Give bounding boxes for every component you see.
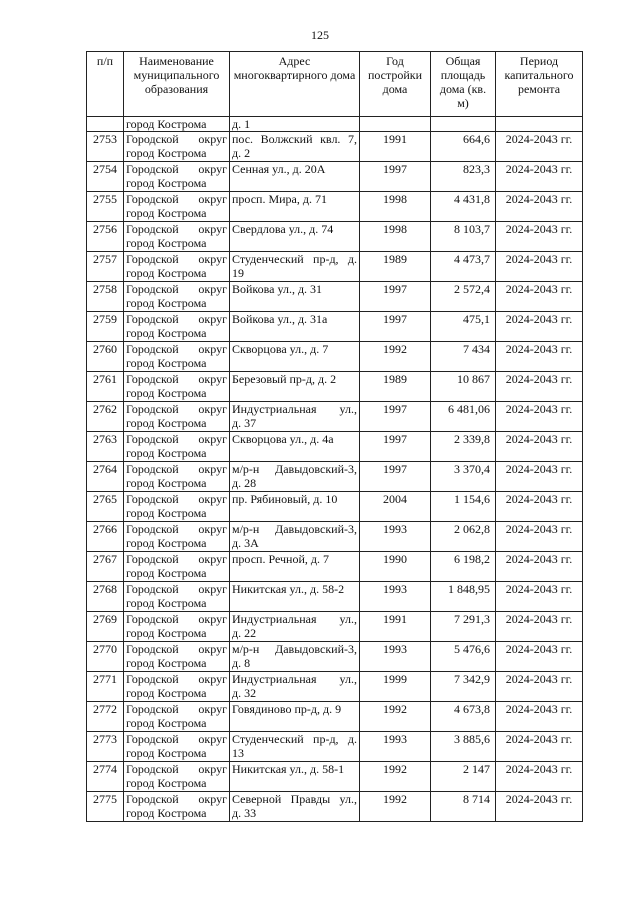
row-municipality: [124, 132, 230, 162]
row-year: 1997: [360, 312, 431, 342]
row-year: 1989: [360, 372, 431, 402]
row-address: [230, 462, 360, 492]
municipality-line-1: Городской округ: [126, 162, 227, 176]
row-period: 2024-2043 гг.: [496, 792, 583, 822]
table-row: [87, 132, 583, 162]
continuation-area: [431, 117, 496, 132]
row-year: 1998: [360, 222, 431, 252]
address-line-1: Скворцова ул., д. 7: [232, 342, 329, 356]
row-year: 1997: [360, 462, 431, 492]
municipality-line-1: Городской округ: [126, 612, 227, 626]
municipality-line-2: город Кострома: [126, 266, 207, 280]
address-line-1: м/р-н Давыдовский-3,: [232, 522, 357, 536]
row-num: 2754: [87, 162, 124, 192]
row-period: 2024-2043 гг.: [496, 342, 583, 372]
address-line-2: д. 37: [232, 416, 257, 430]
table-row: [87, 372, 583, 402]
municipality-line-2: город Кострома: [126, 386, 207, 400]
row-municipality: [124, 492, 230, 522]
row-num: 2767: [87, 552, 124, 582]
row-municipality: [124, 312, 230, 342]
row-period: 2024-2043 гг.: [496, 672, 583, 702]
row-area: 5 476,6: [431, 642, 496, 672]
municipality-line-2: город Кострома: [126, 476, 207, 490]
table-row: [87, 462, 583, 492]
table-row: [87, 522, 583, 552]
address-line-1: Свердлова ул., д. 74: [232, 222, 334, 236]
row-num: 2753: [87, 132, 124, 162]
row-municipality: [124, 342, 230, 372]
municipality-line-2: город Кострома: [126, 146, 207, 160]
row-address: [230, 672, 360, 702]
municipality-line-1: Городской округ: [126, 462, 227, 476]
row-num: 2770: [87, 642, 124, 672]
row-period: 2024-2043 гг.: [496, 312, 583, 342]
row-year: 1991: [360, 132, 431, 162]
row-period: 2024-2043 гг.: [496, 252, 583, 282]
row-period: 2024-2043 гг.: [496, 402, 583, 432]
municipality-line-2: город Кострома: [126, 506, 207, 520]
row-area: 6 198,2: [431, 552, 496, 582]
table-row: [87, 612, 583, 642]
municipality-line-1: Городской округ: [126, 642, 227, 656]
row-year: 1991: [360, 612, 431, 642]
address-line-1: пос. Волжский квл. 7,: [232, 132, 357, 146]
row-period: 2024-2043 гг.: [496, 612, 583, 642]
row-period: 2024-2043 гг.: [496, 222, 583, 252]
address-line-1: Никитская ул., д. 58-1: [232, 762, 345, 776]
municipality-line-1: Городской округ: [126, 312, 227, 326]
row-num: 2762: [87, 402, 124, 432]
row-period: 2024-2043 гг.: [496, 432, 583, 462]
row-period: 2024-2043 гг.: [496, 732, 583, 762]
table-row: [87, 552, 583, 582]
municipality-line-1: Городской округ: [126, 732, 227, 746]
row-address: [230, 282, 360, 312]
municipality-line-1: Городской округ: [126, 342, 227, 356]
row-address: [230, 222, 360, 252]
row-address: [230, 162, 360, 192]
row-year: 1992: [360, 762, 431, 792]
row-num: 2774: [87, 762, 124, 792]
row-address: [230, 702, 360, 732]
row-year: 1990: [360, 552, 431, 582]
continuation-period: [496, 117, 583, 132]
table-row: [87, 192, 583, 222]
row-num: 2772: [87, 702, 124, 732]
row-area: 6 481,06: [431, 402, 496, 432]
row-municipality: [124, 702, 230, 732]
address-line-2: д. 3А: [232, 536, 259, 550]
row-municipality: [124, 402, 230, 432]
row-area: 664,6: [431, 132, 496, 162]
row-municipality: [124, 552, 230, 582]
address-line-1: м/р-н Давыдовский-3,: [232, 462, 357, 476]
row-municipality: [124, 762, 230, 792]
address-line-1: Индустриальная ул.,: [232, 402, 357, 416]
table-row: [87, 432, 583, 462]
row-municipality: [124, 642, 230, 672]
row-num: 2756: [87, 222, 124, 252]
row-num: 2757: [87, 252, 124, 282]
row-area: 3 370,4: [431, 462, 496, 492]
table-header-row: [87, 52, 583, 117]
municipality-line-2: город Кострома: [126, 806, 207, 820]
row-year: 1998: [360, 192, 431, 222]
continuation-row: [87, 117, 583, 132]
municipality-line-1: Городской округ: [126, 492, 227, 506]
address-line-1: Сенная ул., д. 20А: [232, 162, 326, 176]
row-address: [230, 342, 360, 372]
row-year: 1993: [360, 582, 431, 612]
address-line-2: 19: [232, 266, 244, 280]
address-line-1: просп. Мира, д. 71: [232, 192, 327, 206]
address-line-1: Индустриальная ул.,: [232, 612, 357, 626]
address-line-1: просп. Речной, д. 7: [232, 552, 329, 566]
address-line-1: м/р-н Давыдовский-3,: [232, 642, 357, 656]
row-area: 4 673,8: [431, 702, 496, 732]
row-municipality: [124, 432, 230, 462]
row-year: 1993: [360, 642, 431, 672]
municipality-line-2: город Кострома: [126, 326, 207, 340]
table-row: [87, 312, 583, 342]
address-line-2: д. 8: [232, 656, 251, 670]
row-address: [230, 432, 360, 462]
row-municipality: [124, 672, 230, 702]
municipality-line-1: Городской округ: [126, 192, 227, 206]
municipality-line-1: Городской округ: [126, 582, 227, 596]
row-period: 2024-2043 гг.: [496, 492, 583, 522]
row-area: 823,3: [431, 162, 496, 192]
municipality-line-1: Городской округ: [126, 522, 227, 536]
row-area: 8 714: [431, 792, 496, 822]
municipality-line-2: город Кострома: [126, 626, 207, 640]
row-area: 4 431,8: [431, 192, 496, 222]
row-area: 1 154,6: [431, 492, 496, 522]
row-address: [230, 732, 360, 762]
header-address: Адрес многоквартирного дома: [230, 52, 360, 117]
header-year: Год постройки дома: [360, 52, 431, 117]
municipality-line-2: город Кострома: [126, 296, 207, 310]
row-year: 1997: [360, 432, 431, 462]
table-row: [87, 702, 583, 732]
continuation-year: [360, 117, 431, 132]
row-address: [230, 492, 360, 522]
row-num: 2771: [87, 672, 124, 702]
municipality-line-1: Городской округ: [126, 252, 227, 266]
table-row: [87, 222, 583, 252]
municipality-line-1: Городской округ: [126, 552, 227, 566]
row-address: [230, 612, 360, 642]
row-year: 1989: [360, 252, 431, 282]
housing-table: [86, 51, 583, 822]
row-area: 1 848,95: [431, 582, 496, 612]
row-num: 2773: [87, 732, 124, 762]
row-address: [230, 582, 360, 612]
row-area: 2 147: [431, 762, 496, 792]
row-num: 2768: [87, 582, 124, 612]
row-period: 2024-2043 гг.: [496, 162, 583, 192]
municipality-line-2: город Кострома: [126, 746, 207, 760]
header-period: Период капитального ремонта: [496, 52, 583, 117]
row-address: [230, 312, 360, 342]
row-area: 2 572,4: [431, 282, 496, 312]
row-address: [230, 372, 360, 402]
row-municipality: [124, 282, 230, 312]
table-row: [87, 762, 583, 792]
row-period: 2024-2043 гг.: [496, 762, 583, 792]
address-line-2: д. 22: [232, 626, 257, 640]
address-line-1: Войкова ул., д. 31а: [232, 312, 328, 326]
row-year: 2004: [360, 492, 431, 522]
address-line-2: д. 33: [232, 806, 257, 820]
municipality-line-2: город Кострома: [126, 236, 207, 250]
row-municipality: [124, 582, 230, 612]
table-row: [87, 672, 583, 702]
continuation-num: [87, 117, 124, 132]
address-line-2: д. 2: [232, 146, 251, 160]
row-municipality: [124, 732, 230, 762]
address-line-1: Студенческий пр-д, д.: [232, 252, 357, 266]
municipality-line-1: Городской округ: [126, 282, 227, 296]
row-municipality: [124, 522, 230, 552]
municipality-line-2: город Кострома: [126, 686, 207, 700]
municipality-line-2: город Кострома: [126, 416, 207, 430]
header-num: п/п: [87, 52, 124, 117]
address-line-1: Никитская ул., д. 58-2: [232, 582, 345, 596]
row-address: [230, 792, 360, 822]
row-num: 2764: [87, 462, 124, 492]
row-period: 2024-2043 гг.: [496, 372, 583, 402]
row-address: [230, 762, 360, 792]
row-num: 2760: [87, 342, 124, 372]
table-row: [87, 402, 583, 432]
row-period: 2024-2043 гг.: [496, 282, 583, 312]
address-line-1: пр. Рябиновый, д. 10: [232, 492, 338, 506]
row-period: 2024-2043 гг.: [496, 522, 583, 552]
row-area: 10 867: [431, 372, 496, 402]
address-line-2: д. 32: [232, 686, 257, 700]
municipality-line-2: город Кострома: [126, 656, 207, 670]
row-municipality: [124, 462, 230, 492]
row-year: 1997: [360, 282, 431, 312]
municipality-line-1: Городской округ: [126, 762, 227, 776]
row-address: [230, 552, 360, 582]
row-num: 2763: [87, 432, 124, 462]
continuation-municipality: город Кострома: [124, 117, 230, 132]
address-line-2: д. 28: [232, 476, 257, 490]
row-period: 2024-2043 гг.: [496, 552, 583, 582]
municipality-line-1: Городской округ: [126, 222, 227, 236]
row-num: 2761: [87, 372, 124, 402]
municipality-line-2: город Кострома: [126, 206, 207, 220]
row-year: 1992: [360, 342, 431, 372]
row-num: 2766: [87, 522, 124, 552]
continuation-address: д. 1: [230, 117, 360, 132]
row-address: [230, 252, 360, 282]
municipality-line-2: город Кострома: [126, 566, 207, 580]
row-year: 1992: [360, 792, 431, 822]
row-address: [230, 132, 360, 162]
row-year: 1997: [360, 402, 431, 432]
row-municipality: [124, 612, 230, 642]
municipality-line-1: Городской округ: [126, 702, 227, 716]
row-year: 1993: [360, 522, 431, 552]
row-year: 1999: [360, 672, 431, 702]
address-line-1: Скворцова ул., д. 4а: [232, 432, 334, 446]
row-address: [230, 522, 360, 552]
row-year: 1992: [360, 702, 431, 732]
row-area: 2 062,8: [431, 522, 496, 552]
row-municipality: [124, 372, 230, 402]
row-num: 2759: [87, 312, 124, 342]
table-row: [87, 252, 583, 282]
municipality-line-2: город Кострома: [126, 716, 207, 730]
address-line-1: Березовый пр-д, д. 2: [232, 372, 337, 386]
municipality-line-1: Городской округ: [126, 132, 227, 146]
address-line-1: Индустриальная ул.,: [232, 672, 357, 686]
row-num: 2769: [87, 612, 124, 642]
row-area: 3 885,6: [431, 732, 496, 762]
table-row: [87, 342, 583, 372]
table-row: [87, 162, 583, 192]
address-line-1: Говядиново пр-д, д. 9: [232, 702, 342, 716]
row-area: 2 339,8: [431, 432, 496, 462]
row-address: [230, 402, 360, 432]
municipality-line-2: город Кострома: [126, 596, 207, 610]
municipality-line-2: город Кострома: [126, 176, 207, 190]
row-area: 7 291,3: [431, 612, 496, 642]
row-period: 2024-2043 гг.: [496, 462, 583, 492]
row-period: 2024-2043 гг.: [496, 642, 583, 672]
row-period: 2024-2043 гг.: [496, 132, 583, 162]
header-area: Общая площадь дома (кв. м): [431, 52, 496, 117]
row-municipality: [124, 222, 230, 252]
row-area: 7 434: [431, 342, 496, 372]
municipality-line-1: Городской округ: [126, 432, 227, 446]
table-row: [87, 282, 583, 312]
row-municipality: [124, 192, 230, 222]
address-line-1: Войкова ул., д. 31: [232, 282, 323, 296]
municipality-line-1: Городской округ: [126, 402, 227, 416]
row-num: 2758: [87, 282, 124, 312]
row-area: 475,1: [431, 312, 496, 342]
address-line-1: Северной Правды ул.,: [232, 792, 357, 806]
row-municipality: [124, 162, 230, 192]
row-period: 2024-2043 гг.: [496, 582, 583, 612]
municipality-line-2: город Кострома: [126, 776, 207, 790]
address-line-2: 13: [232, 746, 244, 760]
municipality-line-2: город Кострома: [126, 446, 207, 460]
table-row: [87, 732, 583, 762]
table-row: [87, 492, 583, 522]
row-address: [230, 192, 360, 222]
municipality-line-1: Городской округ: [126, 372, 227, 386]
row-period: 2024-2043 гг.: [496, 192, 583, 222]
municipality-line-1: Городской округ: [126, 672, 227, 686]
row-area: 7 342,9: [431, 672, 496, 702]
address-line-1: Студенческий пр-д, д.: [232, 732, 357, 746]
row-year: 1993: [360, 732, 431, 762]
row-num: 2765: [87, 492, 124, 522]
row-area: 4 473,7: [431, 252, 496, 282]
table-row: [87, 582, 583, 612]
header-municipality: Наименование муниципального образования: [124, 52, 230, 117]
municipality-line-1: Городской округ: [126, 792, 227, 806]
table-row: [87, 792, 583, 822]
row-municipality: [124, 792, 230, 822]
row-area: 8 103,7: [431, 222, 496, 252]
row-num: 2775: [87, 792, 124, 822]
row-num: 2755: [87, 192, 124, 222]
municipality-line-2: город Кострома: [126, 536, 207, 550]
row-period: 2024-2043 гг.: [496, 702, 583, 732]
table-row: [87, 642, 583, 672]
row-municipality: [124, 252, 230, 282]
page-number: 125: [311, 28, 329, 42]
row-address: [230, 642, 360, 672]
municipality-line-2: город Кострома: [126, 356, 207, 370]
row-year: 1997: [360, 162, 431, 192]
